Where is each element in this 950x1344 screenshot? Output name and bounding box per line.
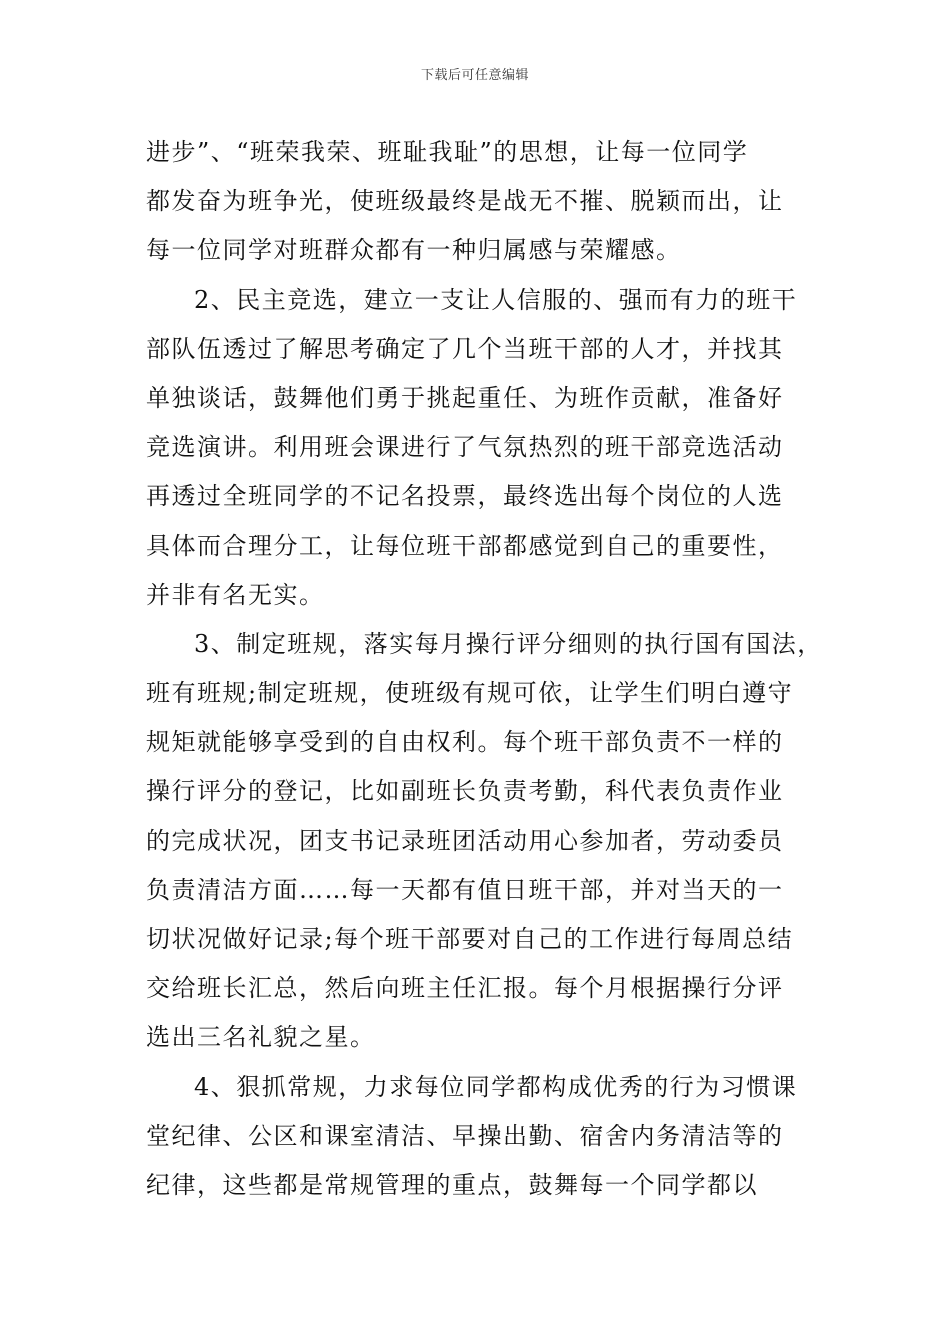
text-line: 堂纪律、公区和课室清洁、早操出勤、宿舍内务清洁等的 — [146, 1121, 784, 1150]
text-line: 操行评分的登记，比如副班长负责考勤，科代表负责作业 — [146, 777, 784, 806]
text-line: 都发奋为班争光，使班级最终是战无不摧、脱颖而出，让 — [146, 187, 784, 216]
paragraph-start-line: 4、狠抓常规，力求每位同学都构成优秀的行为习惯课 — [194, 1072, 798, 1101]
text-line: 负责清洁方面……每一天都有值日班干部，并对当天的一 — [146, 875, 784, 904]
paragraph-start-line: 3、制定班规，落实每月操行评分细则的执行国有国法， — [194, 629, 823, 658]
text-line: 单独谈话，鼓舞他们勇于挑起重任、为班作贡献，准备好 — [146, 383, 784, 412]
text-line: 纪律，这些都是常规管理的重点，鼓舞每一个同学都以 — [146, 1170, 758, 1199]
page-header: 下载后可任意编辑 — [420, 68, 529, 83]
text-line: 每一位同学对班群众都有一种归属感与荣耀感。 — [146, 236, 682, 265]
text-line: 规矩就能够享受到的自由权利。每个班干部负责不一样的 — [146, 728, 784, 757]
text-line: 进步”、“班荣我荣、班耻我耻”的思想，让每一位同学 — [146, 138, 749, 166]
text-line: 部队伍透过了解思考确定了几个当班干部的人才，并找其 — [146, 334, 784, 363]
body-text — [146, 128, 823, 1210]
text-line: 选出三名礼貌之星。 — [146, 1023, 376, 1052]
text-line: 再透过全班同学的不记名投票，最终选出每个岗位的人选 — [146, 482, 784, 511]
text-line: 竞选演讲。利用班会课进行了气氛热烈的班干部竞选活动 — [146, 433, 784, 462]
text-line: 并非有名无实。 — [146, 580, 325, 609]
text-line: 切状况做好记录;每个班干部要对自己的工作进行每周总结 — [146, 925, 794, 953]
text-line: 交给班长汇总，然后向班主任汇报。每个月根据操行分评 — [146, 974, 784, 1003]
text-line: 具体而合理分工，让每位班干部都感觉到自己的重要性， — [146, 531, 784, 560]
text-line: 班有班规;制定班规，使班级有规可依，让学生们明白遵守 — [146, 679, 794, 708]
text-line: 的完成状况，团支书记录班团活动用心参加者，劳动委员 — [146, 826, 784, 855]
paragraph-start-line: 2、民主竞选，建立一支让人信服的、强而有力的班干 — [194, 285, 798, 314]
